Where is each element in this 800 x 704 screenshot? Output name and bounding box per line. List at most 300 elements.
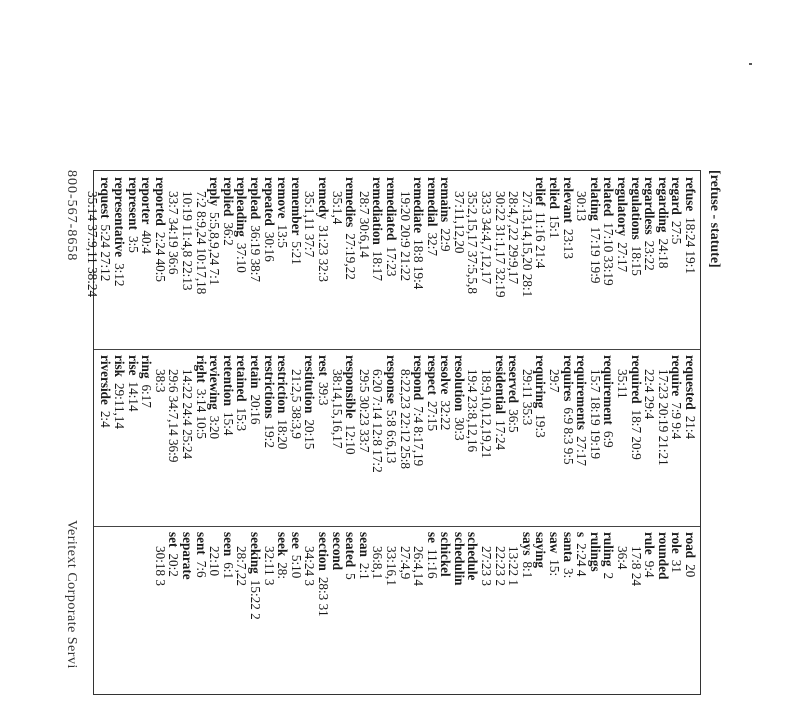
index-term: request: [98, 177, 114, 219]
page-line-refs: 5:21: [288, 241, 304, 265]
index-term: requested: [683, 355, 698, 410]
page-line-refs: 28:: [275, 562, 291, 580]
index-entry-line: [561, 532, 575, 704]
index-entry-line: [167, 355, 181, 527]
index-entry-line: [683, 532, 697, 704]
page-line-refs: 8:1: [519, 561, 535, 579]
page-line-refs: 18:24 19:1: [683, 217, 698, 274]
page-line-refs: 19:4 23:8,12,16: [465, 369, 481, 453]
page-line-refs: 20:15: [302, 419, 318, 450]
index-entry-line: [629, 532, 643, 704]
index-term: represent: [125, 177, 141, 230]
page-line-refs: 15:22 2: [248, 579, 263, 620]
index-entry-line: [153, 355, 167, 527]
index-term: separate: [180, 532, 196, 580]
index-term: regarding: [655, 177, 671, 233]
page-line-refs: 35:11: [615, 369, 631, 399]
index-entry-line: [276, 355, 290, 527]
index-entry-line: [371, 177, 385, 349]
page-line-refs: 36:8,1: [370, 546, 386, 580]
index-entry-line: [276, 532, 290, 704]
index-term: saw: [547, 532, 563, 554]
index-entry-line: [140, 177, 154, 349]
index-term: reserved: [506, 355, 522, 404]
page-line-refs: 20:2: [166, 553, 182, 577]
page-line-refs: 26:4,14: [411, 546, 427, 586]
index-entry-line: [208, 532, 222, 704]
index-term: section: [315, 532, 331, 571]
index-entry-line: [398, 355, 412, 527]
index-entry-line: [547, 177, 561, 349]
index-entry-line: [357, 532, 371, 704]
page-line-refs: 27:4,9: [397, 546, 413, 580]
index-entry-line: [126, 177, 140, 349]
index-entry-line: [289, 532, 303, 704]
index-term: responsible: [343, 355, 359, 419]
page-line-refs: 33:3 34:4,7,12,17: [479, 191, 495, 285]
index-entry-line: [208, 355, 222, 527]
index-term: seated: [343, 532, 359, 568]
index-term: role: [669, 532, 685, 554]
index-entry-line: [602, 355, 616, 527]
index-entry-line: [344, 177, 358, 349]
index-entry-line: [683, 355, 697, 527]
page-line-refs: 12:10: [343, 424, 359, 455]
index-term: reply: [207, 177, 223, 207]
index-entry-line: [412, 355, 426, 527]
page-line-refs: 7:9 9:4: [669, 402, 685, 440]
index-term: remove: [275, 177, 291, 219]
page-line-refs: 2:1: [356, 562, 372, 580]
index-entry-line: [330, 177, 344, 349]
index-term: requiring: [533, 355, 549, 409]
index-term: seen: [220, 532, 236, 557]
index-term: representative: [112, 177, 128, 258]
index-entry-line: [85, 177, 99, 349]
index-entry-line: [575, 532, 589, 704]
index-entry-line: [235, 355, 249, 527]
page-line-refs: 5:5,8,9,24 7:1: [207, 212, 223, 286]
page-line-refs: 6:9: [601, 430, 617, 448]
page-line-refs: 9:4: [642, 560, 658, 578]
page-line-refs: 15:4: [220, 412, 236, 436]
page-line-refs: 24:18: [655, 238, 671, 269]
index-entry-line: [602, 532, 616, 704]
index-entry-line: [439, 355, 453, 527]
index-entry-line: [643, 532, 657, 704]
page-line-refs: 2: [601, 572, 617, 580]
index-entry-line: [425, 177, 439, 349]
index-entry-line: [466, 177, 480, 349]
page-line-refs: 18:7 20:9: [628, 409, 644, 460]
index-term: schedulin: [451, 532, 467, 586]
page-line-refs: 40:4: [139, 230, 155, 254]
index-term: remember: [288, 177, 304, 236]
index-entry-line: [480, 355, 494, 527]
index-entry-line: [357, 177, 371, 349]
rotated-transcript-page: [64, 170, 724, 669]
index-entry-line: [507, 177, 521, 349]
index-entry-line: [615, 177, 629, 349]
index-entry-line: [520, 532, 534, 704]
index-term: rest: [315, 355, 331, 376]
page-line-refs: 30:3: [451, 417, 467, 441]
index-term: required: [628, 355, 644, 404]
index-entry-line: [561, 177, 575, 349]
page-line-refs: 7:2 8:9,24 10:17,18: [193, 191, 209, 295]
page-line-refs: 18:17: [370, 250, 386, 281]
index-entry-line: [547, 355, 561, 527]
page-line-refs: 6:20 7:14 12:8 17:2: [370, 369, 386, 473]
page-line-refs: 37:10: [234, 242, 250, 273]
page-line-refs: 5:24 27:12: [98, 224, 114, 282]
index-entry-line: [670, 355, 684, 527]
index-term: seek: [275, 532, 291, 557]
index-entry-line: [656, 532, 670, 704]
index-term: regardless: [642, 177, 658, 235]
page-line-refs: 27:13,14,15,20 28:1: [519, 191, 535, 298]
index-entry-line: [344, 355, 358, 527]
page-line-refs: 33:16,1: [383, 546, 399, 586]
index-term: refuse: [683, 177, 698, 212]
page-line-refs: 2:24 4: [574, 543, 590, 577]
page-line-refs: 3:20: [207, 415, 223, 440]
page-line-refs: 28:3 31: [315, 576, 331, 617]
index-entry-line: [493, 177, 507, 349]
page-line-refs: 22:4 29:4: [642, 369, 658, 420]
index-entry-line: [330, 532, 344, 704]
page-line-refs: 30:18 3: [152, 546, 168, 586]
index-entry-line: [167, 177, 181, 349]
page-line-refs: 5:8 6:6,13: [383, 409, 399, 464]
index-term: repeated: [261, 177, 277, 226]
index-entry-line: [126, 355, 140, 527]
index-entry-line: [493, 532, 507, 704]
index-term: sean: [356, 532, 372, 557]
page-line-refs: 15:1: [547, 214, 563, 239]
index-column-2: [99, 355, 697, 527]
index-term: remedial: [424, 177, 440, 227]
index-entry-line: [316, 532, 330, 704]
index-entry-line: [534, 355, 548, 527]
page-line-refs: 14:14: [125, 381, 141, 412]
index-entry-line: [344, 532, 358, 704]
index-entry-line: [330, 355, 344, 527]
index-entry-line: [180, 177, 194, 349]
footer-company: Veritext Corporate Servi: [64, 520, 79, 669]
index-entry-line: [289, 177, 303, 349]
index-entry-line: [670, 177, 684, 349]
page-line-refs: 6:17: [139, 384, 155, 408]
index-term: remediated: [383, 177, 399, 241]
index-entry-line: [398, 177, 412, 349]
page-footer: [61, 170, 79, 695]
index-entry-line: [262, 355, 276, 527]
page-line-refs: 28:4,7,22 29:9,17: [506, 191, 522, 285]
index-term: resolution: [451, 355, 467, 412]
page-line-refs: 6:9 8:3 9:5: [560, 407, 576, 465]
index-term: residential: [492, 355, 508, 415]
index-entry-line: [602, 177, 616, 349]
index-term: remediation: [370, 177, 386, 245]
page-line-refs: 21:2,5 38:3,9: [288, 369, 304, 439]
page-line-refs: 36:5: [506, 409, 522, 433]
index-entry-line: [248, 177, 262, 349]
page-line-refs: 10:19 11:4,8 22:13: [180, 191, 196, 291]
index-entry-line: [248, 532, 262, 704]
index-term: retention: [220, 355, 236, 407]
index-entry-line: [615, 532, 629, 704]
index-term: says: [519, 532, 535, 556]
page-header: [refuse - statute]: [707, 170, 722, 268]
page-line-refs: 27:15: [424, 401, 440, 432]
index-term: relating: [587, 177, 603, 221]
page-line-refs: 2:4: [98, 410, 114, 428]
index-term: repleading: [234, 177, 250, 237]
page-line-refs: 32:22: [438, 400, 454, 431]
index-entry-line: [384, 177, 398, 349]
page-line-refs: 35:1,11 37:7: [302, 191, 318, 258]
page-line-refs: 15:7 18:19 19:19: [587, 369, 603, 460]
index-term: see: [288, 532, 304, 549]
page-line-refs: 36:4: [615, 546, 631, 570]
index-term: schedule: [465, 532, 481, 581]
index-entry-line: [235, 177, 249, 349]
page-line-refs: 38:14,15,16,17: [329, 369, 345, 449]
index-term: risk: [112, 355, 128, 377]
index-entry-line: [439, 177, 453, 349]
page-line-refs: 20: [683, 564, 698, 578]
index-entry-line: [588, 177, 602, 349]
index-entry-line: [153, 177, 167, 349]
page-line-refs: 30:16: [261, 231, 277, 262]
page-line-refs: 18:8 19:4: [411, 239, 427, 290]
index-entry-line: [180, 355, 194, 527]
index-entry-line: [439, 532, 453, 704]
index-term: restrictions: [261, 355, 277, 419]
page-line-refs: 18:9,10,12,19,21: [479, 369, 495, 459]
index-entry-line: [480, 532, 494, 704]
page-line-refs: 31:23 32:3: [315, 225, 331, 283]
index-entry-line: [480, 177, 494, 349]
index-term: ruling: [601, 532, 617, 567]
index-entry-line: [452, 355, 466, 527]
index-entry-line: [683, 177, 697, 349]
index-entry-line: [262, 532, 276, 704]
page-line-refs: 27:23 3: [479, 546, 495, 586]
page-line-refs: 5: [343, 573, 359, 580]
page-line-refs: 33:7 34:19 36:6: [166, 191, 182, 275]
index-term: restitution: [302, 355, 318, 414]
page-line-refs: 20:16: [248, 394, 263, 425]
index-term: regulations: [628, 177, 644, 240]
index-entry-line: [507, 532, 521, 704]
page-line-refs: 35:1,4: [329, 191, 345, 225]
page-line-refs: 29:7: [547, 369, 563, 393]
page-line-refs: 19:20 20:9 21:22: [397, 191, 413, 282]
index-entry-line: [303, 177, 317, 349]
index-term: response: [383, 355, 399, 404]
page-line-refs: 29:11 35:3: [519, 369, 535, 426]
page-line-refs: 23:22: [642, 240, 658, 271]
index-term: right: [193, 355, 209, 383]
index-term: sent: [193, 532, 209, 555]
index-entry-line: [493, 355, 507, 527]
page-line-refs: 13:22 1: [506, 546, 522, 586]
index-table: [84, 170, 701, 695]
index-term: restriction: [275, 355, 291, 414]
index-term: reporter: [139, 177, 155, 225]
page-line-refs: 35:2,15,17 37:5,5,8: [465, 191, 481, 294]
index-entry-line: [466, 532, 480, 704]
page-line-refs: 17:19 19:9: [587, 226, 603, 284]
index-entry-line: [643, 177, 657, 349]
index-entry-line: [615, 355, 629, 527]
index-term: set: [166, 532, 182, 548]
page-line-refs: 11:16 21:4: [533, 212, 549, 269]
index-entry-line: [221, 177, 235, 349]
index-term: reviewing: [207, 355, 223, 410]
index-term: respect: [424, 355, 440, 396]
index-entry-line: [221, 355, 235, 527]
page-line-refs: 34:24 3: [302, 546, 318, 586]
index-term: remedy: [315, 177, 331, 220]
index-term: regard: [669, 177, 685, 215]
index-term: rulings: [587, 532, 603, 572]
page-line-refs: 22:23 2: [492, 546, 508, 586]
index-entry-line: [262, 177, 276, 349]
index-entry-line: [303, 355, 317, 527]
index-entry-line: [547, 532, 561, 704]
page-line-refs: 6:1: [220, 562, 236, 580]
index-column-3: [153, 532, 697, 704]
page-line-refs: 3:12: [112, 263, 128, 287]
page-line-refs: 38:3: [152, 369, 168, 393]
index-term: rise: [125, 355, 141, 376]
page-line-refs: 39:3: [315, 382, 331, 406]
page-line-refs: 17:23 20:19 21:21: [655, 369, 671, 466]
index-entry-line: [221, 532, 235, 704]
page-line-refs: 14:22 24:4 25:24: [180, 369, 196, 460]
index-entry-line: [534, 532, 548, 704]
page-line-refs: 27:5: [669, 220, 685, 245]
index-term: rounded: [655, 532, 671, 580]
page-line-refs: 27:19,22: [343, 233, 359, 280]
page-line-refs: 35:14 37:9,11 38:24: [84, 191, 100, 298]
page-line-refs: 22:9: [438, 228, 454, 252]
index-term: schickel: [438, 532, 454, 577]
index-term: replead: [248, 177, 263, 220]
page-line-refs: 7:6: [193, 560, 209, 578]
index-term: road: [683, 532, 698, 559]
index-entry-line: [520, 177, 534, 349]
index-entry-line: [425, 532, 439, 704]
index-entry-line: [534, 177, 548, 349]
page-line-refs: 17:23: [383, 246, 399, 277]
page-line-refs: 29:11,14: [112, 382, 128, 430]
page-line-refs: 27:17: [615, 242, 631, 273]
index-entry-line: [371, 355, 385, 527]
index-entry-line: [588, 532, 602, 704]
index-term: related: [601, 177, 617, 217]
page-line-refs: 30:13: [574, 191, 590, 222]
page-line-refs: 15:: [547, 559, 563, 577]
index-term: replied: [220, 177, 236, 217]
index-entry-line: [248, 355, 262, 527]
index-term: seeking: [248, 532, 263, 574]
index-term: regulatory: [615, 177, 631, 237]
index-entry-line: [303, 532, 317, 704]
index-entry-line: [561, 355, 575, 527]
page-line-refs: 29:5 30:23 33:7: [356, 369, 372, 453]
index-entry-line: [629, 355, 643, 527]
page-line-refs: 32:11 3: [261, 546, 277, 586]
page-line-refs: 8:22,23 22:12 25:8: [397, 369, 413, 470]
index-entry-line: [99, 177, 113, 349]
index-term: retained: [234, 355, 250, 402]
index-term: ring: [139, 355, 155, 379]
index-term: retain: [248, 355, 263, 389]
index-entry-line: [357, 355, 371, 527]
index-entry-line: [289, 355, 303, 527]
index-entry-line: [194, 177, 208, 349]
index-term: relief: [533, 177, 549, 207]
index-term: remedies: [343, 177, 359, 228]
page-line-refs: 7:4 8:17,19: [411, 406, 427, 467]
index-term: reported: [152, 177, 168, 226]
index-entry-line: [466, 355, 480, 527]
page-line-refs: 3:5: [125, 235, 141, 253]
page-line-refs: 29:6 34:7,14 36:9: [166, 369, 182, 463]
index-term: riverside: [98, 355, 114, 405]
index-term: relied: [547, 177, 563, 209]
index-entry-line: [575, 355, 589, 527]
page-line-refs: 31: [669, 559, 685, 573]
index-entry-line: [507, 355, 521, 527]
index-entry-line: [412, 532, 426, 704]
page-line-refs: 5:10: [288, 554, 304, 579]
index-term: santa: [560, 532, 576, 563]
index-entry-line: [384, 355, 398, 527]
page-line-refs: 23:13: [560, 228, 576, 259]
index-entry-line: [167, 532, 181, 704]
index-entry-line: [452, 532, 466, 704]
index-entry-line: [99, 355, 113, 527]
page-line-refs: 27:17: [574, 435, 590, 467]
column-divider: [94, 349, 700, 350]
index-entry-line: [316, 355, 330, 527]
page-line-refs: 28:7 30:6,14: [356, 191, 372, 258]
index-term: se: [424, 532, 440, 543]
page-line-refs: 22:10: [207, 546, 223, 577]
page-line-refs: 21:4: [683, 415, 698, 440]
index-term: s: [574, 532, 590, 538]
index-entry-line: [398, 532, 412, 704]
index-term: requirement: [601, 355, 617, 425]
page-line-refs: 11:16: [424, 549, 440, 579]
page-line-refs: 28:7,22: [234, 546, 250, 586]
index-entry-line: [656, 355, 670, 527]
index-entry-line: [180, 532, 194, 704]
page-line-refs: 19:2: [261, 424, 277, 448]
index-entry-line: [371, 532, 385, 704]
index-entry-line: [235, 532, 249, 704]
index-entry-line: [643, 355, 657, 527]
index-entry-line: [588, 355, 602, 527]
index-term: relevant: [560, 177, 576, 223]
index-term: resolve: [438, 355, 454, 395]
page-line-refs: 18:15: [628, 245, 644, 276]
